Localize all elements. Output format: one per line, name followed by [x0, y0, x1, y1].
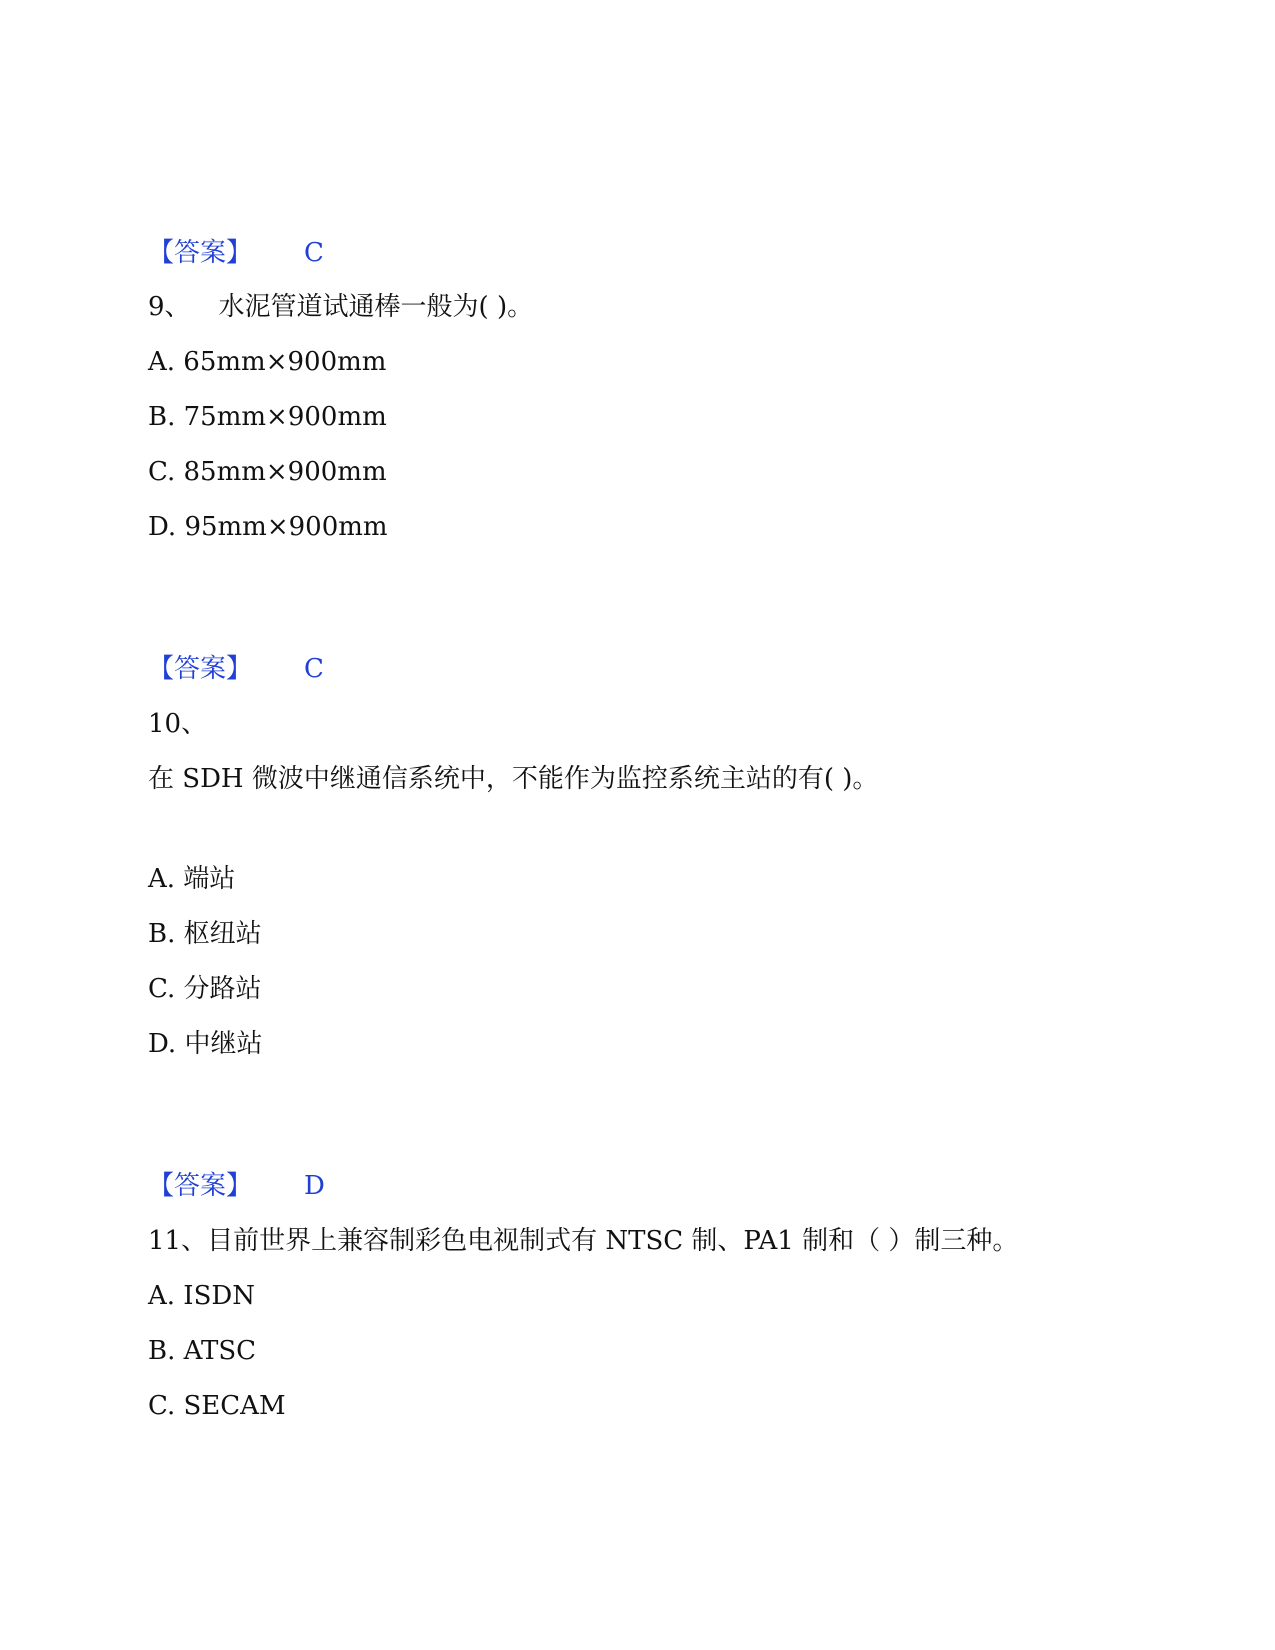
answer-value: C: [304, 654, 324, 684]
option-a: A. ISDN: [148, 1281, 255, 1311]
answer-label: 【答案】: [148, 238, 253, 268]
option-d: D. 95mm×900mm: [148, 512, 388, 542]
option-a: A. 65mm×900mm: [148, 347, 387, 377]
question-text: 目前世界上兼容制彩色电视制式有 NTSC 制、PA1 制和（ ）制三种。: [207, 1226, 1019, 1256]
question-9: [148, 290, 533, 324]
option-a: A. 端站: [148, 864, 236, 894]
option-b: B. ATSC: [148, 1336, 257, 1366]
answer-label: 【答案】: [148, 1171, 253, 1201]
option-c: C. 分路站: [148, 974, 262, 1004]
option-b: B. 枢纽站: [148, 919, 262, 949]
question-number: 9、: [148, 292, 191, 322]
option-d: D. 中继站: [148, 1029, 263, 1059]
option-b: B. 75mm×900mm: [148, 402, 387, 432]
question-text: 在 SDH 微波中继通信系统中，不能作为监控系统主站的有( )。: [148, 764, 879, 794]
answer-row: [148, 236, 324, 270]
question-number: 11、: [148, 1226, 208, 1256]
answer-row: [148, 1169, 325, 1203]
answer-row: [148, 652, 324, 686]
answer-value: C: [304, 238, 324, 268]
option-c: C. 85mm×900mm: [148, 457, 387, 487]
question-number: 10、: [148, 709, 208, 739]
option-c: C. SECAM: [148, 1391, 286, 1421]
answer-value: D: [304, 1171, 325, 1201]
question-11: [148, 1224, 1018, 1258]
answer-label: 【答案】: [148, 654, 253, 684]
question-text: 水泥管道试通棒一般为( )。: [218, 292, 534, 322]
